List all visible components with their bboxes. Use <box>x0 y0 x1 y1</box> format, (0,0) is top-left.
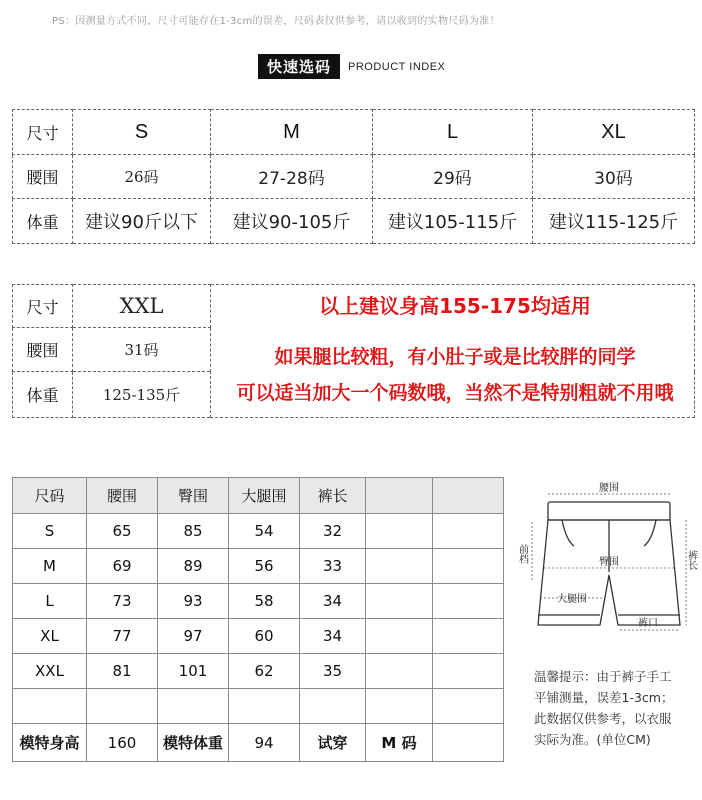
cell <box>366 619 433 654</box>
cell: L <box>13 584 87 619</box>
cell <box>13 689 87 724</box>
cell: 60 <box>229 619 300 654</box>
label-hem: 裤口 <box>638 618 658 629</box>
cell <box>433 584 504 619</box>
weight-cell: 125-135斤 <box>73 372 211 418</box>
weight-cell: 建议90-105斤 <box>211 199 373 244</box>
cell: 81 <box>87 654 158 689</box>
column-header <box>366 478 433 514</box>
cell <box>433 654 504 689</box>
table-row <box>13 584 504 619</box>
column-header: 腰围 <box>87 478 158 514</box>
waistband <box>548 502 670 520</box>
cell: 101 <box>158 654 229 689</box>
cell: 34 <box>300 584 366 619</box>
label-hip: 臀围 <box>599 557 619 568</box>
cell <box>158 689 229 724</box>
tip-line: 此数据仅供参考，以衣服 <box>534 711 672 726</box>
cell: 32 <box>300 514 366 549</box>
row-label: 体重 <box>13 372 73 418</box>
cell: 33 <box>300 549 366 584</box>
cell <box>366 514 433 549</box>
advice-line: 如果腿比较粗，有小肚子或是比较胖的同学 <box>274 346 636 368</box>
model-height-value: 160 <box>87 724 158 762</box>
size-cell: L <box>373 110 533 155</box>
label-waist: 腰围 <box>599 483 619 494</box>
cell: 89 <box>158 549 229 584</box>
model-weight-value: 94 <box>229 724 300 762</box>
row-label: 腰围 <box>13 155 73 199</box>
measurement-note: PS：因测量方式不同，尺寸可能存在1-3cm的误差，尺码表仅供参考，请以收到的实物尺码为准！ <box>52 16 500 27</box>
shorts-diagram <box>516 480 698 645</box>
tip-line: 实际为准。(单位CM) <box>534 732 651 747</box>
tryon-size: M 码 <box>366 724 433 762</box>
cell: 97 <box>158 619 229 654</box>
column-header: 尺码 <box>13 478 87 514</box>
table-header-row <box>13 478 504 514</box>
waist-cell: 26码 <box>73 155 211 199</box>
cell <box>433 619 504 654</box>
cell: 34 <box>300 619 366 654</box>
row-label: 体重 <box>13 199 73 244</box>
size-cell: XXL <box>73 285 211 328</box>
cell: 65 <box>87 514 158 549</box>
tryon-label: 试穿 <box>300 724 366 762</box>
header-title-en: PRODUCT INDEX <box>348 60 446 73</box>
cell <box>433 689 504 724</box>
table-row <box>13 654 504 689</box>
table-row <box>13 514 504 549</box>
row-label: 腰围 <box>13 328 73 372</box>
advice-line: 可以适当加大一个码数哦，当然不是特别粗就不用哦 <box>236 382 674 404</box>
cell <box>87 689 158 724</box>
cell <box>433 549 504 584</box>
label-thigh: 大腿围 <box>557 594 587 605</box>
cell: 54 <box>229 514 300 549</box>
cell: 58 <box>229 584 300 619</box>
cell <box>433 514 504 549</box>
tip-line: 温馨提示：由于裤子手工 <box>534 669 672 684</box>
size-table-1 <box>12 109 695 244</box>
header-title-cn: 快速选码 <box>258 54 340 79</box>
cell <box>366 549 433 584</box>
cell: S <box>13 514 87 549</box>
cell <box>366 584 433 619</box>
column-header <box>433 478 504 514</box>
cell: 93 <box>158 584 229 619</box>
cell: M <box>13 549 87 584</box>
size-cell: M <box>211 110 373 155</box>
weight-cell: 建议105-115斤 <box>373 199 533 244</box>
cell: 85 <box>158 514 229 549</box>
column-header: 大腿围 <box>229 478 300 514</box>
weight-cell: 建议115-125斤 <box>533 199 695 244</box>
cell <box>433 724 504 762</box>
row-label: 尺寸 <box>13 110 73 155</box>
cell <box>366 689 433 724</box>
cell <box>300 689 366 724</box>
waist-cell: 29码 <box>373 155 533 199</box>
tip-line: 平铺测量，误差1-3cm； <box>534 690 674 705</box>
cell: 69 <box>87 549 158 584</box>
column-header: 臀围 <box>158 478 229 514</box>
cell: 62 <box>229 654 300 689</box>
cell <box>229 689 300 724</box>
pocket-right <box>644 520 656 546</box>
cell: 35 <box>300 654 366 689</box>
section-header <box>258 54 445 79</box>
table-row <box>13 549 504 584</box>
column-header: 裤长 <box>300 478 366 514</box>
model-weight-label: 模特体重 <box>158 724 229 762</box>
model-height-label: 模特身高 <box>13 724 87 762</box>
waist-cell: 30码 <box>533 155 695 199</box>
cell: 73 <box>87 584 158 619</box>
label-front-rise: 前档 <box>516 544 528 564</box>
weight-cell: 建议90斤以下 <box>73 199 211 244</box>
label-length: 裤长 <box>685 550 697 570</box>
waist-row <box>13 155 695 199</box>
cell: 77 <box>87 619 158 654</box>
size-row <box>13 110 695 155</box>
tip-text <box>534 666 694 750</box>
cell: XL <box>13 619 87 654</box>
weight-row <box>13 199 695 244</box>
size-cell: XL <box>533 110 695 155</box>
size-cell: S <box>73 110 211 155</box>
cell: 56 <box>229 549 300 584</box>
measurement-table <box>12 477 504 762</box>
row-label: 尺寸 <box>13 285 73 328</box>
pocket-left <box>562 520 574 546</box>
table-row <box>13 689 504 724</box>
table-row <box>13 619 504 654</box>
model-info-row <box>13 724 504 762</box>
waist-cell: 31码 <box>73 328 211 372</box>
cell <box>366 654 433 689</box>
waist-cell: 27-28码 <box>211 155 373 199</box>
cell: XXL <box>13 654 87 689</box>
advice-line: 以上建议身高155-175均适用 <box>319 294 591 318</box>
